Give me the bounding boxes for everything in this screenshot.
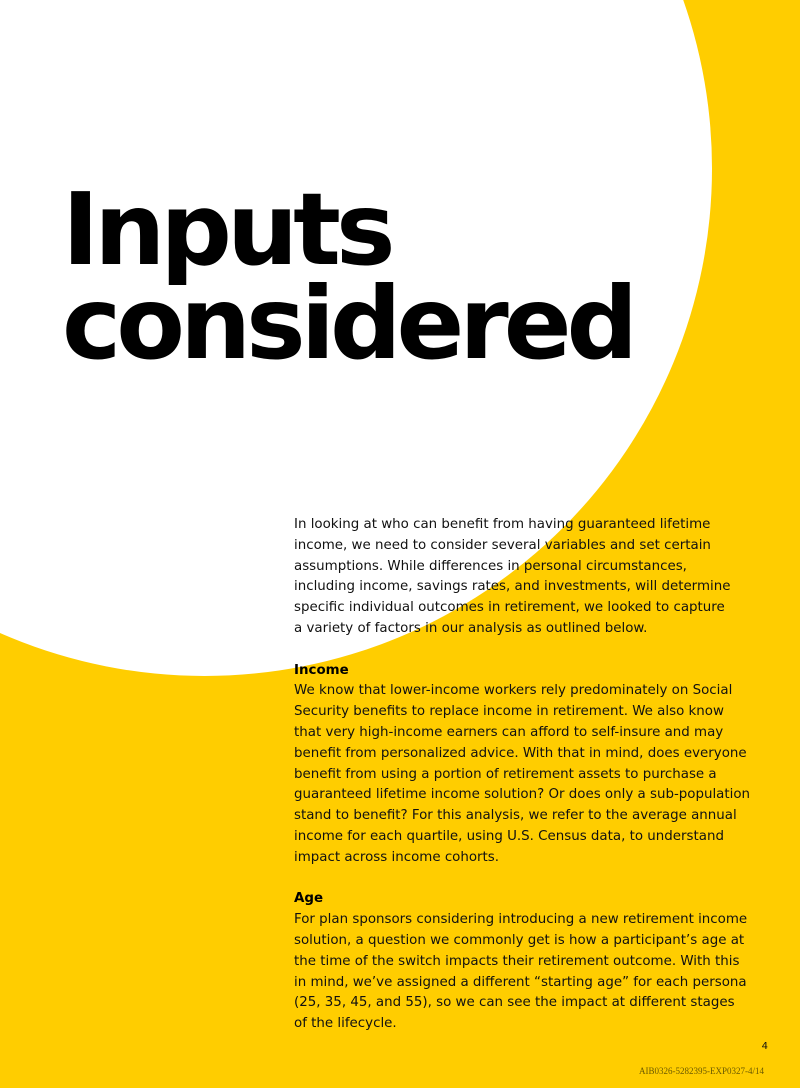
paragraph-spacer bbox=[294, 869, 764, 890]
section-heading-income: Income bbox=[294, 662, 349, 678]
document-code: AIB0326-5282395-EXP0327-4/14 bbox=[639, 1066, 764, 1076]
paragraph-spacer bbox=[294, 640, 764, 661]
income-line: benefit from personalized advice. With that in mind, does everyone bbox=[294, 745, 747, 761]
intro-line: specific individual outcomes in retirement, we looked to capture bbox=[294, 600, 725, 616]
intro-line: In looking at who can benefit from having guaranteed lifetime bbox=[294, 517, 711, 532]
title-line-2: considered bbox=[62, 265, 634, 382]
age-paragraph bbox=[294, 910, 764, 1035]
age-line: in mind, we’ve assigned a different “starting age” for each persona bbox=[294, 974, 747, 990]
income-line: benefit from using a portion of retirement assets to purchase a bbox=[294, 766, 717, 782]
title-line-1: Inputs bbox=[62, 171, 391, 288]
intro-line: a variety of factors in our analysis as outlined below. bbox=[294, 620, 648, 636]
section-heading-age: Age bbox=[294, 891, 324, 907]
age-line: solution, a question we commonly get is how a participant’s age at bbox=[294, 932, 745, 948]
intro-line: income, we need to consider several variables and set certain bbox=[294, 537, 711, 553]
age-line: For plan sponsors considering introducing a new retirement income bbox=[294, 912, 748, 928]
intro-paragraph bbox=[294, 515, 764, 640]
title-period: . bbox=[633, 265, 672, 382]
age-line: (25, 35, 45, and 55), so we can see the impact at different stages bbox=[294, 995, 735, 1011]
page-number: 4 bbox=[761, 1041, 768, 1052]
intro-line: assumptions. While differences in personal circumstances, bbox=[294, 558, 687, 574]
age-line: of the lifecycle. bbox=[294, 1016, 397, 1032]
income-line: that very high-income earners can afford to self-insure and may bbox=[294, 724, 724, 740]
income-line: We know that lower-income workers rely predominately on Social bbox=[294, 683, 733, 699]
income-line: Security benefits to replace income in retirement. We also know bbox=[294, 704, 724, 720]
income-line: guaranteed lifetime income solution? Or does only a sub-population bbox=[294, 787, 751, 803]
page-title bbox=[62, 171, 672, 382]
age-line: the time of the switch impacts their retirement outcome. With this bbox=[294, 953, 740, 969]
income-line: income for each quartile, using U.S. Census data, to understand bbox=[294, 828, 724, 844]
body-text-column bbox=[294, 515, 764, 1035]
income-paragraph bbox=[294, 681, 764, 868]
intro-line: including income, savings rates, and investments, will determine bbox=[294, 579, 731, 595]
income-line: impact across income cohorts. bbox=[294, 849, 500, 865]
income-line: stand to benefit? For this analysis, we refer to the average annual bbox=[294, 808, 737, 824]
